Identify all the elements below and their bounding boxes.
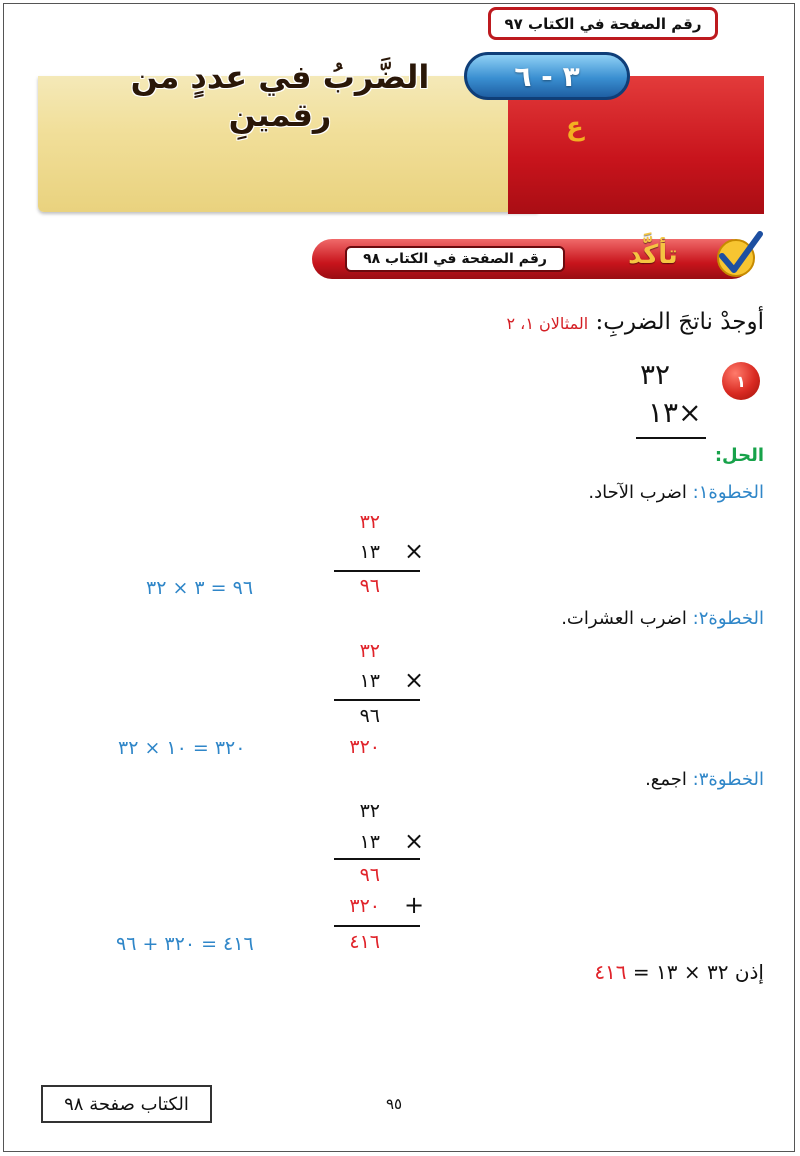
step-2 [561, 608, 764, 629]
checkmark-icon [712, 228, 764, 280]
step-2-bottom: ١٣ [359, 670, 380, 692]
step-3-label: الخطوة٣: [692, 769, 764, 790]
step-1-result: ٩٦ [359, 575, 380, 597]
book-page-reference: الكتاب صفحة ٩٨ [41, 1085, 212, 1123]
step-2-times: × [404, 666, 425, 694]
banner-page-ref: رقم الصفحة في الكتاب ٩٧ [488, 7, 718, 40]
step-2-line [334, 699, 420, 701]
conclusion [594, 960, 764, 984]
heading-text: أوجدْ ناتجَ الضربِ: [588, 309, 764, 335]
step-3-result: ٤١٦ [349, 931, 380, 953]
step-1-line [334, 570, 420, 572]
step-2-partial: ٩٦ [359, 705, 380, 727]
check-title: تأكَّد [628, 240, 678, 270]
exercise-heading [507, 309, 765, 335]
conclusion-prefix: إذن ٣٢ × ١٣ = [626, 960, 764, 984]
page-number: ٩٥ [386, 1095, 403, 1113]
problem-number-badge: ١ [722, 362, 760, 400]
step-3-equation: ٤١٦ = ٣٢٠ + ٩٦ [116, 933, 254, 955]
step-2-equation: ٣٢٠ = ١٠ × ٣٢ [118, 737, 246, 759]
step-3-partial-1: ٩٦ [359, 864, 380, 886]
step-2-result: ٣٢٠ [349, 736, 380, 758]
step-1-bottom: ١٣ [359, 541, 380, 563]
problem-top-number: ٣٢ [640, 358, 671, 391]
step-3-line-2 [334, 925, 420, 927]
lesson-title: الضَّربُ في عددٍ من رقمينِ [130, 58, 430, 134]
step-2-top: ٣٢ [359, 640, 380, 662]
check-page-ref: رقم الصفحة في الكتاب ٩٨ [345, 246, 565, 272]
step-1-equation: ٩٦ = ٣ × ٣٢ [146, 577, 254, 599]
heading-examples: المثالان ١، ٢ [506, 314, 589, 333]
step-1-top: ٣٢ [359, 511, 380, 533]
step-1-times: × [404, 537, 425, 565]
step-1 [588, 482, 764, 503]
banner-decoration-icon: ع [566, 112, 584, 142]
step-3-text: اجمع. [645, 769, 693, 790]
step-3-times: × [404, 827, 425, 855]
step-3-partial-2: ٣٢٠ [349, 895, 380, 917]
step-1-label: الخطوة١: [692, 482, 764, 503]
solution-label: الحل: [714, 445, 764, 466]
problem-line [636, 437, 706, 439]
step-2-text: اضرب العشرات. [561, 608, 693, 629]
step-3-bottom: ١٣ [359, 831, 380, 853]
step-3 [645, 769, 764, 790]
problem-bottom-number: ١٣× [648, 396, 702, 429]
step-3-line-1 [334, 858, 420, 860]
step-2-label: الخطوة٢: [692, 608, 764, 629]
step-3-top: ٣٢ [359, 800, 380, 822]
conclusion-answer: ٤١٦ [594, 960, 627, 984]
step-1-text: اضرب الآحاد. [588, 482, 693, 503]
step-3-plus: + [404, 891, 425, 919]
lesson-number-pill: ٣ - ٦ [464, 52, 630, 100]
